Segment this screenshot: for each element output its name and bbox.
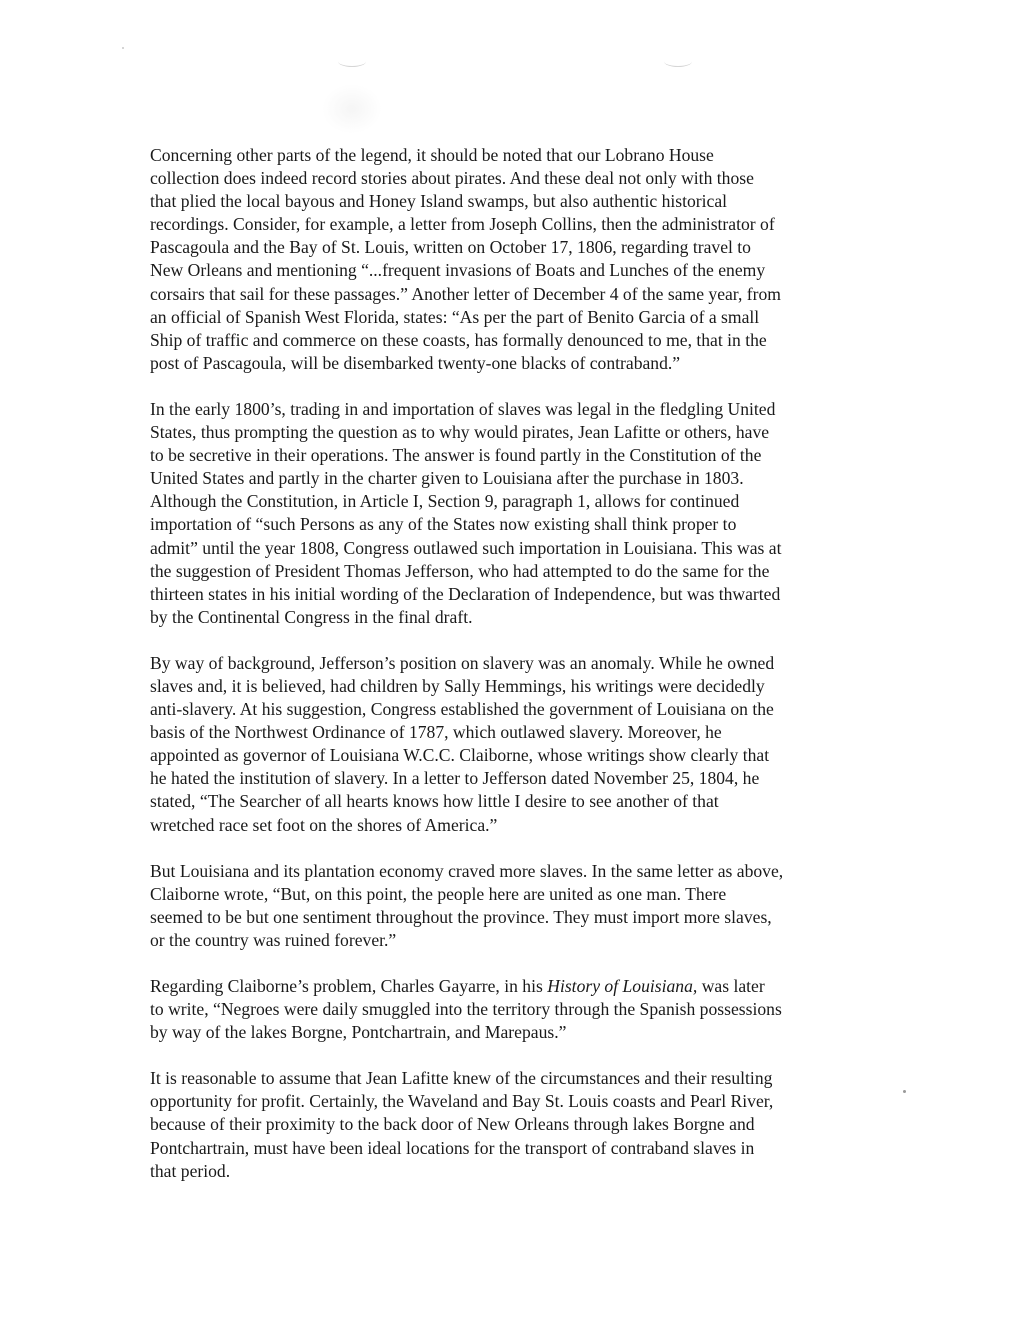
text-line: slaves and, it is believed, had children by Sally Hemmings, his writings were decidedly <box>150 675 765 696</box>
text-line: Ship of traffic and commerce on these coasts, has formally denounced to me, that in the <box>150 329 767 350</box>
text-line: seemed to be but one sentiment throughout the province. They must import more slaves, <box>150 906 772 927</box>
text-line: Concerning other parts of the legend, it should be noted that our Lobrano House <box>150 145 714 165</box>
text-line: It is reasonable to assume that Jean Lafitte knew of the circumstances and their resulting <box>150 1068 773 1089</box>
text-line: New Orleans and mentioning “...frequent invasions of Boats and Lunches of the enemy <box>150 260 766 281</box>
punch-hole-mark-right <box>664 56 692 67</box>
document-body <box>150 144 880 1206</box>
text-line: By way of background, Jefferson’s position on slavery was an anomaly. While he owned <box>150 652 775 673</box>
text-line: Claiborne wrote, “But, on this point, the people here are united as one man. There <box>150 883 727 904</box>
scan-speck <box>122 47 124 49</box>
text-line: basis of the Northwest Ordinance of 1787, which outlawed slavery. Moreover, he <box>150 722 722 743</box>
text-line: he hated the institution of slavery. In a letter to Jefferson dated November 25, 1804, he <box>150 768 760 789</box>
scan-speck <box>903 1090 906 1093</box>
text-line: Although the Constitution, in Article I, Section 9, paragraph 1, allows for continued <box>150 491 740 512</box>
paragraph-jefferson <box>150 652 880 837</box>
text-line: recordings. Consider, for example, a letter from Joseph Collins, then the administrator of <box>150 214 775 235</box>
text-line <box>150 975 880 998</box>
paragraph-pirates <box>150 144 880 375</box>
text-line: because of their proximity to the back door of New Orleans through lakes Borgne and <box>150 1114 755 1135</box>
paragraph-gayarre <box>150 975 880 1044</box>
text-line: appointed as governor of Louisiana W.C.C. Claiborne, whose writings show clearly that <box>150 745 770 766</box>
text-line: that period. <box>150 1160 231 1181</box>
text-line: by way of the lakes Borgne, Pontchartrain, and Marepaus.” <box>150 1022 567 1043</box>
text-line: post of Pascagoula, will be disembarked twenty-one blacks of contraband.” <box>150 352 681 373</box>
text-line: wretched race set foot on the shores of America.” <box>150 814 498 835</box>
text-segment: was later <box>697 976 765 996</box>
text-line: opportunity for profit. Certainly, the Waveland and Bay St. Louis coasts and Pearl River, <box>150 1091 774 1112</box>
text-line: Pascagoula and the Bay of St. Louis, written on October 17, 1806, regarding travel to <box>150 237 751 258</box>
text-line: collection does indeed record stories about pirates. And these deal not only with those <box>150 168 754 189</box>
paragraph-slave-trade-law <box>150 398 880 629</box>
paragraph-lafitte <box>150 1067 880 1182</box>
paragraph-claiborne <box>150 860 880 952</box>
text-line: In the early 1800’s, trading in and importation of slaves was legal in the fledgling United <box>150 398 776 419</box>
text-line: the suggestion of President Thomas Jefferson, who had attempted to do the same for the <box>150 560 770 581</box>
text-line: But Louisiana and its plantation economy craved more slaves. In the same letter as above, <box>150 860 784 881</box>
text-line: or the country was ruined forever.” <box>150 929 397 950</box>
text-line: anti-slavery. At his suggestion, Congress established the government of Louisiana on the <box>150 699 774 720</box>
text-line: by the Continental Congress in the final draft. <box>150 606 473 627</box>
text-line: to write, “Negroes were daily smuggled into the territory through the Spanish possessions <box>150 999 782 1020</box>
text-line: United States and partly in the charter given to Louisiana after the purchase in 1803. <box>150 468 744 489</box>
text-line: stated, “The Searcher of all hearts knows how little I desire to see another of that <box>150 791 719 812</box>
text-line: to be secretive in their operations. The answer is found partly in the Constitution of the <box>150 445 762 466</box>
text-line: thirteen states in his initial wording of the Declaration of Independence, but was thwarted <box>150 583 781 604</box>
text-line: admit” until the year 1808, Congress outlawed such importation in Louisiana. This was at <box>150 537 782 558</box>
text-line: corsairs that sail for these passages.” Another letter of December 4 of the same year, from <box>150 283 781 304</box>
text-line: States, thus prompting the question as to why would pirates, Jean Lafitte or others, have <box>150 422 770 443</box>
text-segment: Regarding Claiborne’s problem, Charles Gayarre, in his <box>150 976 548 996</box>
text-line: that plied the local bayous and Honey Island swamps, but also authentic historical <box>150 191 728 212</box>
punch-hole-mark-left <box>338 56 366 67</box>
scan-smudge <box>322 84 382 134</box>
text-line: an official of Spanish West Florida, states: “As per the part of Benito Garcia of a small <box>150 306 760 327</box>
text-line: importation of “such Persons as any of the States now existing shall think proper to <box>150 514 737 535</box>
book-title: History of Louisiana, <box>547 976 698 996</box>
text-line: Pontchartrain, must have been ideal locations for the transport of contraband slaves in <box>150 1137 755 1158</box>
